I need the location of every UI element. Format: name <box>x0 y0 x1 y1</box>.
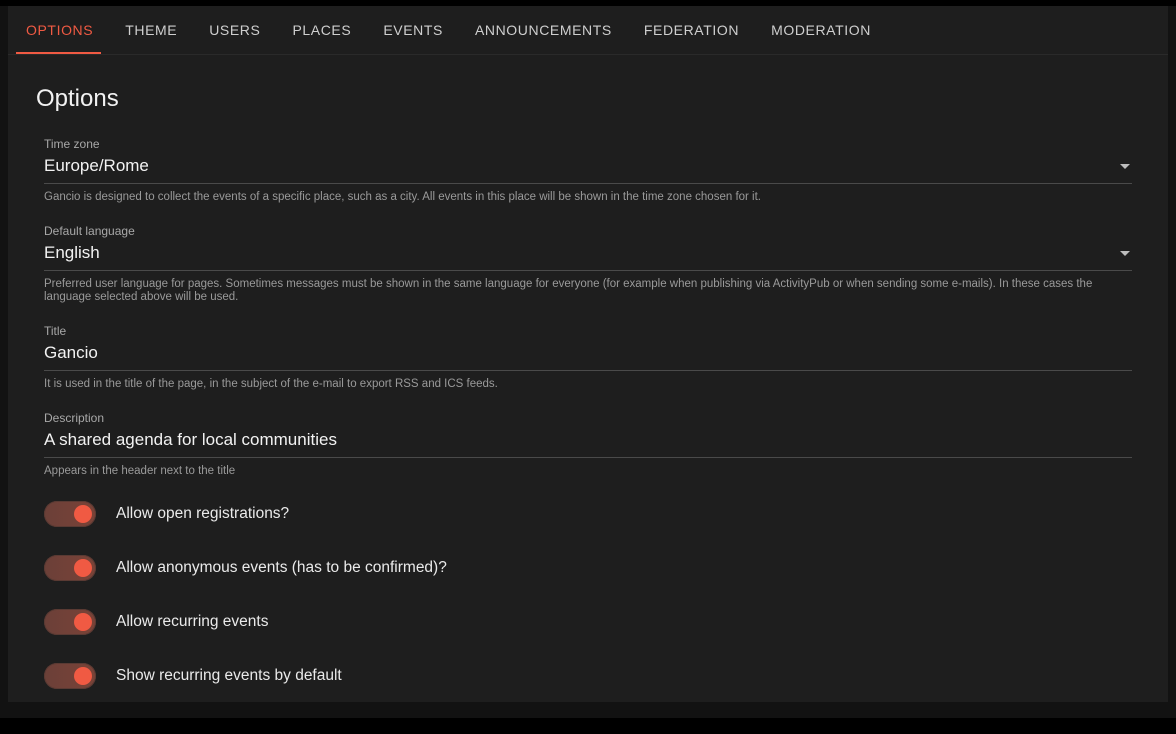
timezone-hint: Gancio is designed to collect the events of a specific place, such as a city. All events in this place will be shown in the time zone chosen for it. <box>44 191 761 203</box>
tab-users[interactable] <box>193 6 276 54</box>
toggle-anonymous-events-label: Allow anonymous events (has to be confirmed)? <box>116 559 447 576</box>
chevron-down-icon[interactable] <box>1120 251 1130 256</box>
tab-moderation-label: MODERATION <box>771 22 871 38</box>
tab-users-label: USERS <box>209 22 261 38</box>
language-hint: Preferred user language for pages. Sometimes messages must be shown in the same language for everyone (for example when publishing via ActivityPub or when sending some e-mails). In these cases the language selected above will be used. <box>44 278 1093 303</box>
tab-moderation[interactable] <box>755 6 887 54</box>
toggle-knob <box>74 613 92 631</box>
toggle-show-recurring-default-label: Show recurring events by default <box>116 667 342 684</box>
description-input[interactable] <box>44 429 1132 458</box>
tab-options[interactable] <box>8 6 109 54</box>
description-value: A shared agenda for local communities <box>44 430 337 449</box>
language-label: Default language <box>44 224 135 238</box>
tab-announcements[interactable] <box>459 6 628 54</box>
description-hint: Appears in the header next to the title <box>44 465 236 477</box>
admin-tabbar <box>8 6 1168 55</box>
description-label: Description <box>44 411 105 425</box>
toggle-recurring-events[interactable] <box>44 609 96 635</box>
toggle-open-registrations-label: Allow open registrations? <box>116 505 290 522</box>
timezone-value: Europe/Rome <box>44 156 149 175</box>
field-timezone <box>36 137 1140 184</box>
field-language <box>36 224 1140 271</box>
page-title: Options <box>36 85 119 112</box>
options-content <box>8 55 1168 694</box>
admin-panel <box>8 6 1168 718</box>
toggle-recurring-events-label: Allow recurring events <box>116 613 269 630</box>
tab-options-label: OPTIONS <box>26 22 94 38</box>
tab-announcements-label: ANNOUNCEMENTS <box>474 22 612 38</box>
toggle-knob <box>74 559 92 577</box>
title-value: Gancio <box>44 343 98 362</box>
timezone-label: Time zone <box>44 137 100 151</box>
toggle-open-registrations[interactable] <box>44 501 96 527</box>
switch-row-recurring-events <box>36 604 1140 640</box>
tab-places[interactable] <box>276 6 367 54</box>
tab-federation[interactable] <box>628 6 755 54</box>
tab-places-label: PLACES <box>292 22 352 38</box>
chevron-down-icon[interactable] <box>1120 164 1130 169</box>
tab-theme[interactable] <box>109 6 193 54</box>
panel-bottom-spacer <box>8 702 1168 718</box>
timezone-select[interactable] <box>44 155 1132 184</box>
language-select[interactable] <box>44 242 1132 271</box>
tab-events-label: EVENTS <box>383 22 443 38</box>
tab-federation-label: FEDERATION <box>643 22 740 38</box>
title-label: Title <box>44 324 67 338</box>
field-description <box>36 411 1140 458</box>
switch-row-show-recurring-default <box>36 658 1140 694</box>
tab-theme-label: THEME <box>125 22 178 38</box>
toggle-show-recurring-default[interactable] <box>44 663 96 689</box>
title-input[interactable] <box>44 342 1132 371</box>
switch-row-open-registrations <box>36 496 1140 532</box>
language-value: English <box>44 243 100 262</box>
window-bottom-strip <box>0 718 1176 734</box>
switch-row-anonymous-events <box>36 550 1140 586</box>
toggle-knob <box>74 505 92 523</box>
tab-events[interactable] <box>367 6 459 54</box>
field-title <box>36 324 1140 371</box>
title-hint: It is used in the title of the page, in the subject of the e-mail to export RSS and ICS feeds. <box>44 378 498 390</box>
toggle-anonymous-events[interactable] <box>44 555 96 581</box>
toggle-knob <box>74 667 92 685</box>
